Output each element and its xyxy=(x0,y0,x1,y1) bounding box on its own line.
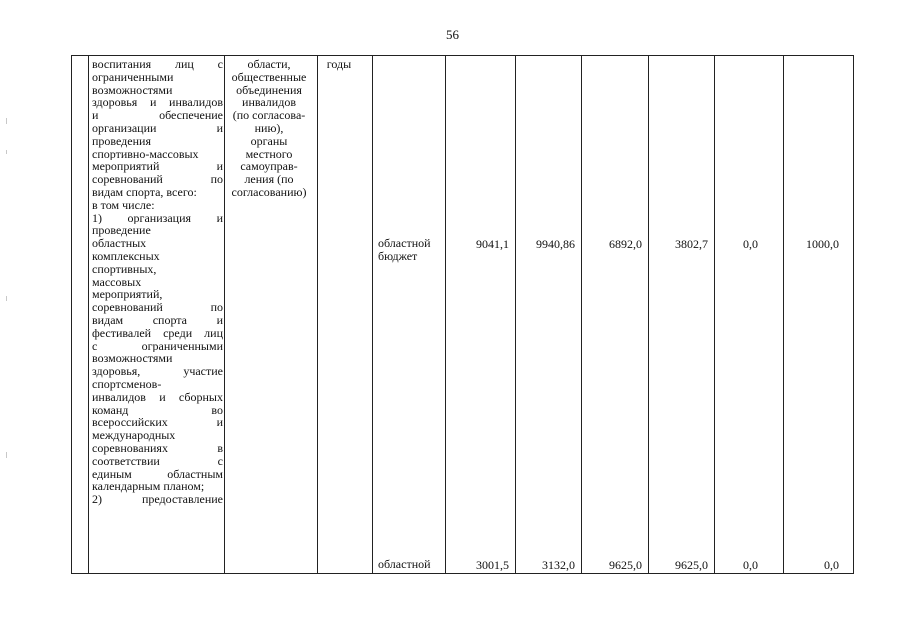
description-line: международных xyxy=(92,429,176,442)
executor-line: органы xyxy=(250,133,288,148)
description-line: здоровья, участие xyxy=(92,365,223,378)
executor-line: согласованию) xyxy=(231,184,307,199)
description-line: с ограниченными xyxy=(92,339,223,353)
description-line: массовых xyxy=(92,275,142,289)
page-number: 56 xyxy=(446,27,459,42)
activity-description xyxy=(92,58,223,506)
margin-mark-middle xyxy=(6,150,7,154)
description-line: 1) организация и xyxy=(92,211,223,225)
description-line: соревнований по xyxy=(92,301,223,314)
column-divider xyxy=(648,56,649,573)
value-cell: 9625,0 xyxy=(675,558,708,572)
description-line: всероссийских и xyxy=(92,416,223,430)
executor-line: (по согласова- xyxy=(232,108,306,123)
column-divider xyxy=(445,56,446,573)
margin-mark-bottom xyxy=(6,452,7,458)
margin-mark-top xyxy=(6,118,7,124)
column-divider xyxy=(224,56,225,573)
description-line: спортивно-массовых xyxy=(92,147,199,161)
executor-line: общественные xyxy=(231,69,307,84)
column-divider xyxy=(88,56,89,573)
column-divider xyxy=(783,56,784,573)
funding-source-row1: областной бюджет xyxy=(378,236,431,263)
value-cell: 3802,7 xyxy=(675,237,708,251)
description-line: комплексных xyxy=(92,249,160,263)
description-line: ограниченными xyxy=(92,70,174,84)
description-line: здоровья и инвалидов xyxy=(92,96,223,110)
description-line: организации и xyxy=(92,121,223,135)
description-line: возможностями xyxy=(92,83,173,97)
description-line: в том числе: xyxy=(92,198,155,212)
description-line: инвалидов и сборных xyxy=(92,390,223,404)
value-cell: 9625,0 xyxy=(609,558,642,572)
description-line: проведения xyxy=(92,134,151,148)
description-line: соревнованиях в xyxy=(92,441,223,455)
value-cell: 9041,1 xyxy=(476,237,509,251)
description-line: областных xyxy=(92,237,147,250)
description-line: спортсменов- xyxy=(92,377,162,391)
value-cell: 3132,0 xyxy=(542,558,575,572)
column-divider xyxy=(515,56,516,573)
column-divider xyxy=(581,56,582,573)
funding-source-row2: областной xyxy=(378,557,431,571)
margin-mark-lower xyxy=(6,296,7,301)
column-divider xyxy=(317,56,318,573)
value-cell: 0,0 xyxy=(824,558,839,572)
description-line: фестивалей среди лиц xyxy=(92,326,223,340)
value-cell: 0,0 xyxy=(743,558,758,572)
description-line: возможностями xyxy=(92,352,173,366)
description-line: календарным планом; xyxy=(92,480,205,494)
column-divider xyxy=(372,56,373,573)
value-cell: 1000,0 xyxy=(806,237,839,251)
executor-line: самоуправ- xyxy=(240,159,298,174)
executor-line: области, xyxy=(247,57,291,71)
years-cell: годы xyxy=(326,57,352,71)
value-cell: 0,0 xyxy=(743,237,758,251)
description-line: воспитания лиц с xyxy=(92,58,223,71)
value-cell: 3001,5 xyxy=(476,558,509,572)
value-cell: 9940,86 xyxy=(536,237,575,251)
budget-table xyxy=(71,55,854,574)
column-divider xyxy=(714,56,715,573)
executor-line: местного xyxy=(245,146,293,161)
description-line: видам спорта, всего: xyxy=(92,185,197,199)
description-line: спортивных, xyxy=(92,262,157,276)
description-line: мероприятий, xyxy=(92,288,163,302)
executor-line: объединения xyxy=(236,82,302,97)
description-line: команд во xyxy=(92,403,223,417)
description-line: соревнований по xyxy=(92,173,223,186)
executor-line: ления (по xyxy=(244,172,294,187)
description-line: и обеспечение xyxy=(92,109,223,122)
description-line: видам спорта и xyxy=(92,313,223,327)
description-line: мероприятий и xyxy=(92,160,223,174)
value-cell: 6892,0 xyxy=(609,237,642,251)
executor-line: нию), xyxy=(254,120,284,135)
description-line: проведение xyxy=(92,224,151,238)
description-line: соответствии с xyxy=(92,454,223,468)
description-line: 2) предоставление xyxy=(92,493,223,506)
executor-cell xyxy=(226,58,312,199)
description-line: единым областным xyxy=(92,467,223,481)
executor-line: инвалидов xyxy=(242,95,296,110)
